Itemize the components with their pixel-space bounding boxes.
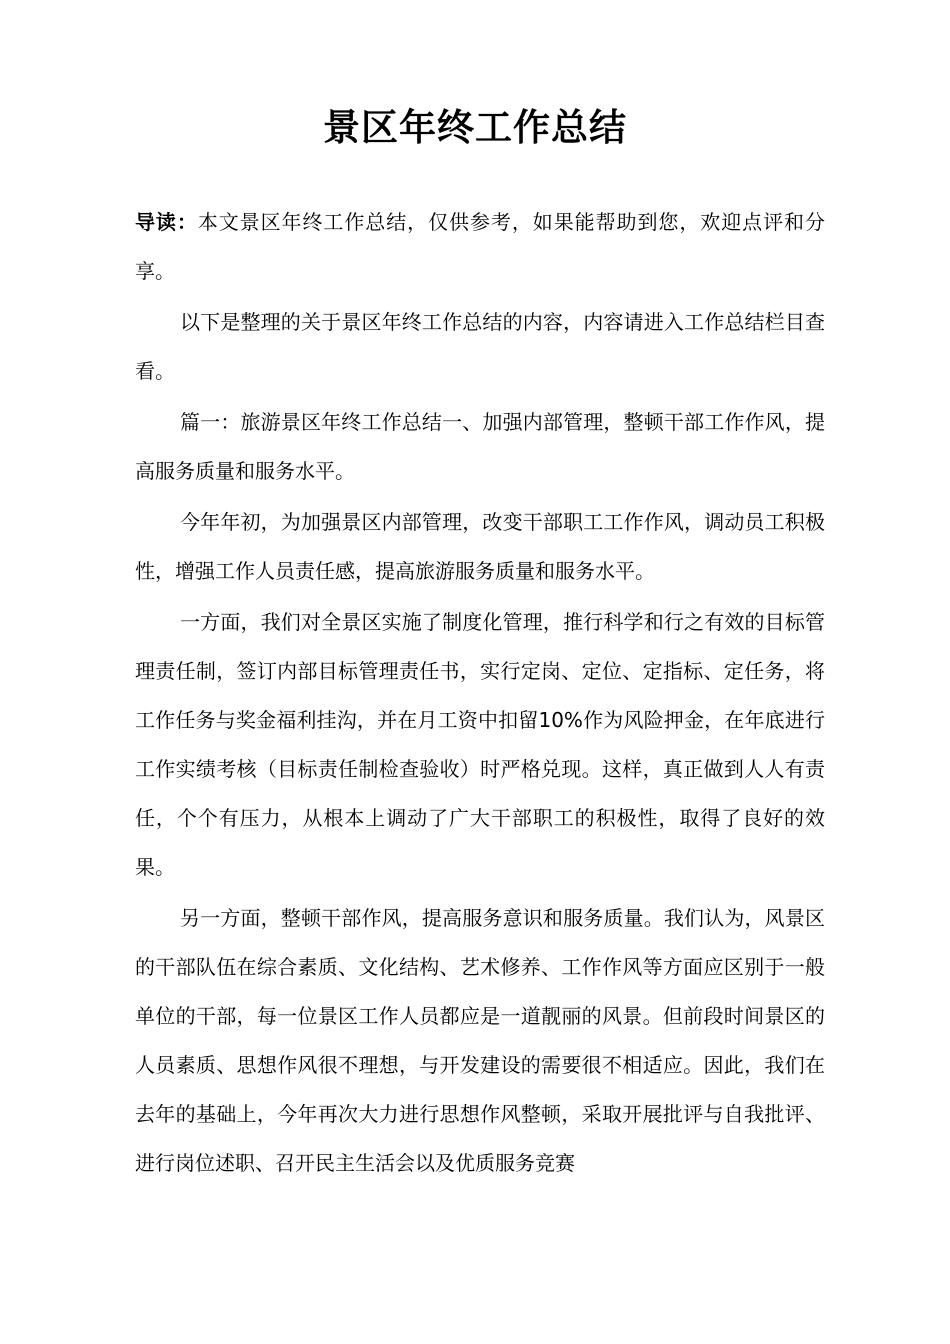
paragraph-intro: 以下是整理的关于景区年终工作总结的内容，内容请进入工作总结栏目查看。: [135, 310, 825, 383]
paragraph-goal: 今年年初，为加强景区内部管理，改变干部职工工作作风，调动员工积极性，增强工作人员责任感，提高旅游服务质量和服务水平。: [135, 510, 825, 583]
lead-label: 导读：: [135, 210, 198, 234]
paragraph-section-one-heading: 篇一：旅游景区年终工作总结一、加强内部管理，整顿干部工作作风，提高服务质量和服务水平。: [135, 410, 825, 483]
lead-text: 本文景区年终工作总结，仅供参考，如果能帮助到您，欢迎点评和分享。: [135, 210, 825, 283]
document-body: [135, 198, 825, 1190]
paragraph-first-aspect: 一方面，我们对全景区实施了制度化管理，推行科学和行之有效的目标管理责任制，签订内部目标管理责任书，实行定岗、定位、定指标、定任务，将工作任务与奖金福利挂沟，并在月工资中扣留10%作为风险押金，在年底进行工作实绩考核（目标责任制检查验收）时严格兑现。这样，真正做到人人有责任，个个有压力，从根本上调动了广大干部职工的积极性，取得了良好的效果。: [135, 610, 825, 879]
lead-paragraph: [135, 198, 825, 296]
document-title: 景区年终工作总结: [323, 106, 627, 149]
paragraph-second-aspect: 另一方面，整顿干部作风，提高服务意识和服务质量。我们认为，风景区的干部队伍在综合素质、文化结构、艺术修养、工作作风等方面应区别于一般单位的干部，每一位景区工作人员都应是一道靓丽的风景。但前段时间景区的人员素质、思想作风很不理想，与开发建设的需要很不相适应。因此，我们在去年的基础上，今年再次大力进行思想作风整顿，采取开展批评与自我批评、进行岗位述职、召开民主生活会以及优质服务竞赛: [135, 906, 825, 1175]
